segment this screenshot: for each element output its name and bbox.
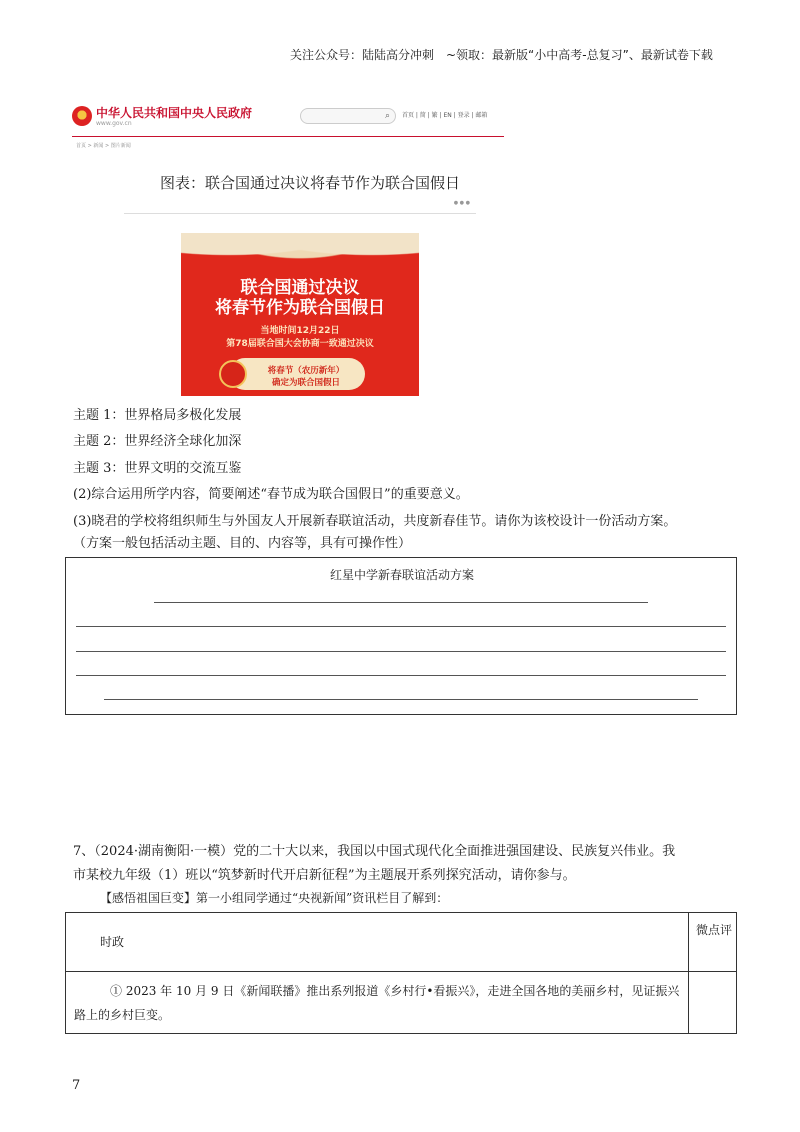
poster-image (181, 233, 419, 396)
q7-line-2: 市某校九年级（1）班以“筑梦新时代开启新征程”为主题展开系列探究活动，请你参与。 (73, 868, 576, 883)
cloud-decoration (181, 233, 419, 271)
share-icons: ● ● ● (453, 200, 470, 206)
header-note: 关注公众号：陆陆高分冲刺 ~领取：最新版“小中高考-总复习”、最新试卷下载 (290, 48, 713, 62)
poster-headline-2: 将春节作为联合国假日 (215, 298, 385, 318)
topic-1: 主题 1：世界格局多极化发展 (73, 408, 242, 423)
table-row: ① 2023 年 10 月 9 日《新闻联播》推出系列报道《乡村行•看振兴》，走进全国各地的美丽乡村，见证振兴路上的乡村巨变。 (74, 984, 680, 1022)
answer-line (76, 626, 726, 627)
answer-line (76, 675, 726, 676)
poster-pill-text-1: 将春节（农历新年） (267, 366, 345, 376)
plan-answer-box (65, 557, 737, 715)
article-meta-bar (124, 200, 476, 214)
poster-headline-1: 联合国通过决议 (240, 278, 360, 298)
divider (72, 136, 504, 137)
gov-search-input (300, 108, 396, 124)
search-icon: ⌕ (384, 111, 390, 121)
gov-nav: 首页 | 简 | 繁 | EN | 登录 | 邮箱 (402, 112, 488, 119)
question-3-note: （方案一般包括活动主题、目的、内容等，具有可操作性） (73, 536, 412, 551)
q7-intro: 【感悟祖国巨变】第一小组同学通过“央视新闻”资讯栏目了解到： (100, 891, 449, 905)
table-header-news: 时政 (100, 935, 125, 949)
q7-line-1: 7、（2024·湖南衡阳·一模）党的二十大以来，我国以中国式现代化全面推进强国建设、民族复兴伟业。我 (73, 844, 676, 859)
lantern-icon (219, 360, 247, 388)
question-3: (3)晓君的学校将组织师生与外国友人开展新春联谊活动，共度新春佳节。请你为该校设计一份活动方案。 (73, 514, 677, 529)
answer-line (154, 602, 648, 603)
news-table (65, 912, 737, 1034)
national-emblem-icon (72, 106, 92, 126)
topic-2: 主题 2：世界经济全球化加深 (73, 434, 242, 449)
gov-site-name: 中华人民共和国中央人民政府 (96, 106, 253, 120)
topic-3: 主题 3：世界文明的交流互鉴 (73, 461, 242, 476)
gov-site-url: www.gov.cn (96, 120, 132, 127)
poster-sub-2: 第78届联合国大会协商一致通过决议 (226, 339, 374, 349)
table-header-comment: 微点评 (696, 923, 733, 937)
figure-title: 图表：联合国通过决议将春节作为联合国假日 (160, 174, 461, 192)
plan-title: 红星中学新春联谊活动方案 (329, 568, 474, 582)
table-divider (66, 971, 736, 972)
table-divider (688, 913, 689, 1033)
question-2: (2)综合运用所学内容，简要阐述“春节成为联合国假日”的重要意义。 (73, 487, 469, 502)
poster-sub-1: 当地时间12月22日 (260, 326, 340, 336)
gov-site-header (72, 98, 504, 158)
breadcrumb: 首页 > 新闻 > 图片新闻 (76, 143, 131, 149)
answer-line (76, 651, 726, 652)
answer-line (104, 699, 698, 700)
poster-pill-text-2: 确定为联合国假日 (271, 378, 340, 388)
page-number: 7 (72, 1078, 81, 1093)
